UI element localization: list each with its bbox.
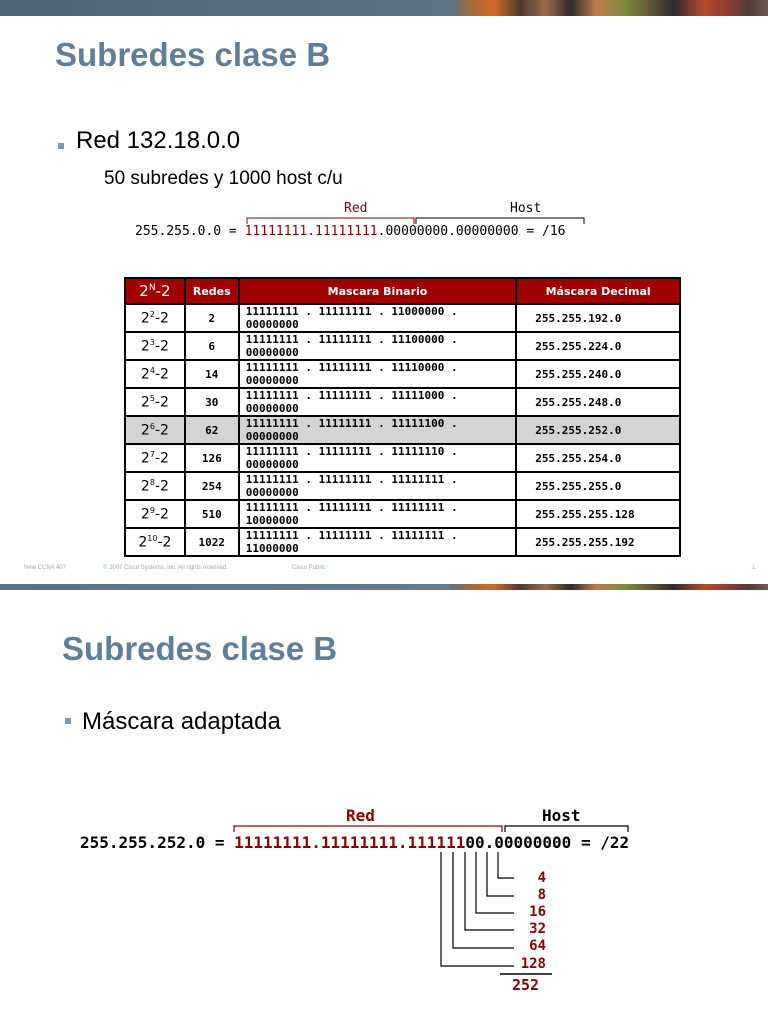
red-bits: 11111111.11111111.111111 <box>234 833 466 852</box>
subnet-table <box>124 277 681 557</box>
power-cell: $2^4-2$ <box>125 360 185 388</box>
mask-suffix: = /16 <box>526 224 566 239</box>
binary-mask-cell: 11111111 . 11111111 . 11111110 . 00000000 <box>239 444 517 472</box>
bit-value: 8 <box>537 887 546 903</box>
header-power: $2^N-2$ <box>125 278 185 304</box>
table-row <box>125 444 680 472</box>
binary-mask-cell: 11111111 . 11111111 . 11111111 . 11000000 <box>239 528 517 556</box>
power-cell: $2^2-2$ <box>125 304 185 332</box>
binary-mask-cell: 11111111 . 11111111 . 11111000 . 00000000 <box>239 388 517 416</box>
binary-mask-cell: 11111111 . 11111111 . 11110000 . 00000000 <box>239 360 517 388</box>
mask-line-22 <box>80 833 629 852</box>
footer-course: New CCNA 407 <box>24 565 67 571</box>
sub-text: 50 subredes y 1000 host c/u <box>104 168 343 189</box>
bit-value: 4 <box>537 870 546 886</box>
footer-page-number: 1 <box>752 565 756 571</box>
bullet-text: Máscara adaptada <box>82 708 281 735</box>
power-cell: $2^7-2$ <box>125 444 185 472</box>
decimal-mask-cell: 255.255.240.0 <box>516 360 680 388</box>
footer-classification: Cisco Public <box>292 565 326 571</box>
host-bits: .00000000.00000000 <box>377 224 519 239</box>
slide-title: Subredes clase B <box>55 36 331 73</box>
red-bits: 11111111.11111111 <box>244 224 378 239</box>
power-cell: $2^6-2$ <box>125 416 185 444</box>
redes-cell: 510 <box>185 500 239 528</box>
power-cell: $2^{10}-2$ <box>125 528 185 556</box>
footer-copyright: © 2007 Cisco Systems, Inc. All rights reserved. <box>103 565 228 571</box>
mask-suffix: = /22 <box>580 833 630 852</box>
table-row <box>125 388 680 416</box>
power-cell: $2^9-2$ <box>125 500 185 528</box>
redes-cell: 6 <box>185 332 239 360</box>
header-mascara-decimal: Máscara Decimal <box>516 278 680 304</box>
power-cell: $2^5-2$ <box>125 388 185 416</box>
bracket-lines <box>0 0 768 260</box>
slide-title: Subredes clase B <box>62 630 338 667</box>
bit-value: 64 <box>529 938 546 954</box>
mask-prefix: 255.255.0.0 = <box>135 224 237 239</box>
host-label: Host <box>542 806 581 825</box>
power-cell: $2^3-2$ <box>125 332 185 360</box>
binary-mask-cell: 11111111 . 11111111 . 11111111 . 10000000 <box>239 500 517 528</box>
table-row <box>125 416 680 444</box>
table-row <box>125 528 680 556</box>
host-bits: 00.00000000 <box>465 833 572 852</box>
slide-2 <box>0 590 768 1024</box>
host-label: Host <box>510 201 542 216</box>
redes-cell: 1022 <box>185 528 239 556</box>
header-redes: Redes <box>185 278 239 304</box>
decimal-mask-cell: 255.255.255.0 <box>516 472 680 500</box>
bullet-text: Red 132.18.0.0 <box>76 127 241 154</box>
binary-mask-cell: 11111111 . 11111111 . 11000000 . 00000000 <box>239 304 517 332</box>
binary-mask-cell: 11111111 . 11111111 . 11111100 . 00000000 <box>239 416 517 444</box>
binary-mask-cell: 11111111 . 11111111 . 11100000 . 00000000 <box>239 332 517 360</box>
redes-cell: 30 <box>185 388 239 416</box>
table-row <box>125 472 680 500</box>
redes-cell: 62 <box>185 416 239 444</box>
header-mascara-binario: Mascara Binario <box>239 278 517 304</box>
table-row <box>125 500 680 528</box>
bit-value: 16 <box>529 904 546 920</box>
decimal-mask-cell: 255.255.248.0 <box>516 388 680 416</box>
mask-line-16 <box>135 224 566 239</box>
mask-prefix: 255.255.252.0 = <box>80 833 225 852</box>
decimal-mask-cell: 255.255.252.0 <box>516 416 680 444</box>
redes-cell: 2 <box>185 304 239 332</box>
bit-value: 32 <box>529 921 546 937</box>
table-row <box>125 360 680 388</box>
decimal-mask-cell: 255.255.255.192 <box>516 528 680 556</box>
decimal-mask-cell: 255.255.224.0 <box>516 332 680 360</box>
redes-cell: 126 <box>185 444 239 472</box>
table-header-row <box>125 278 680 304</box>
power-cell: $2^8-2$ <box>125 472 185 500</box>
decimal-mask-cell: 255.255.255.128 <box>516 500 680 528</box>
table-row <box>125 304 680 332</box>
redes-cell: 14 <box>185 360 239 388</box>
bit-diagram <box>0 590 768 1024</box>
binary-mask-cell: 11111111 . 11111111 . 11111111 . 00000000 <box>239 472 517 500</box>
red-label: Red <box>346 806 375 825</box>
table-row <box>125 332 680 360</box>
red-label: Red <box>344 201 368 216</box>
decimal-mask-cell: 255.255.254.0 <box>516 444 680 472</box>
decimal-mask-cell: 255.255.192.0 <box>516 304 680 332</box>
sum-value: 252 <box>512 976 540 994</box>
redes-cell: 254 <box>185 472 239 500</box>
bit-value: 128 <box>520 956 546 972</box>
